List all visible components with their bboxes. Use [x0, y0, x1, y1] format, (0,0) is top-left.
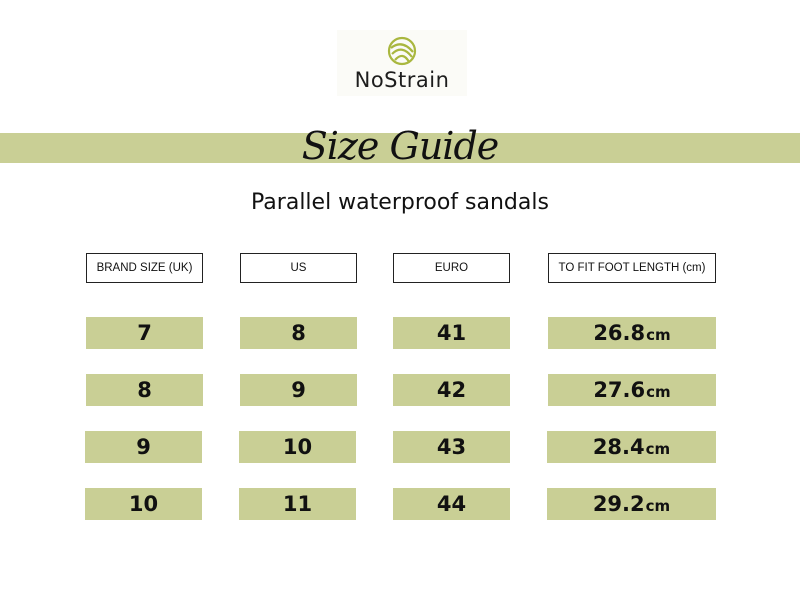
cell-uk-size: 8	[86, 374, 203, 406]
header-brand-size-uk: BRAND SIZE (UK)	[86, 253, 203, 283]
header-us: US	[240, 253, 357, 283]
product-subtitle: Parallel waterproof sandals	[251, 190, 549, 215]
length-value: 28.4	[592, 435, 645, 459]
cell-us-size: 8	[240, 317, 357, 349]
brand-name: NoStrain	[354, 68, 450, 92]
cell-euro-size: 42	[393, 374, 510, 406]
cell-us-size: 9	[240, 374, 357, 406]
length-unit: cm	[646, 383, 671, 401]
length-value: 27.6	[593, 378, 646, 402]
length-value: 26.8	[593, 321, 646, 345]
cell-euro-size: 41	[393, 317, 510, 349]
header-euro: EURO	[393, 253, 510, 283]
cell-us-size: 11	[239, 488, 356, 520]
brand-logo	[337, 30, 467, 96]
cell-foot-length	[547, 431, 716, 463]
cell-uk-size: 10	[85, 488, 202, 520]
page-title: Size Guide	[301, 124, 499, 168]
cell-foot-length	[547, 488, 716, 520]
cell-foot-length	[548, 317, 716, 349]
length-value: 29.2	[592, 492, 645, 516]
length-unit: cm	[645, 440, 671, 458]
length-unit: cm	[646, 326, 671, 344]
cell-euro-size: 44	[393, 488, 510, 520]
cell-foot-length	[548, 374, 716, 406]
cell-uk-size: 7	[86, 317, 203, 349]
length-unit: cm	[645, 497, 671, 515]
cell-uk-size: 9	[85, 431, 202, 463]
header-foot-length: TO FIT FOOT LENGTH (cm)	[548, 253, 716, 283]
leaf-swirl-icon	[387, 36, 417, 66]
cell-us-size: 10	[239, 431, 356, 463]
cell-euro-size: 43	[393, 431, 510, 463]
